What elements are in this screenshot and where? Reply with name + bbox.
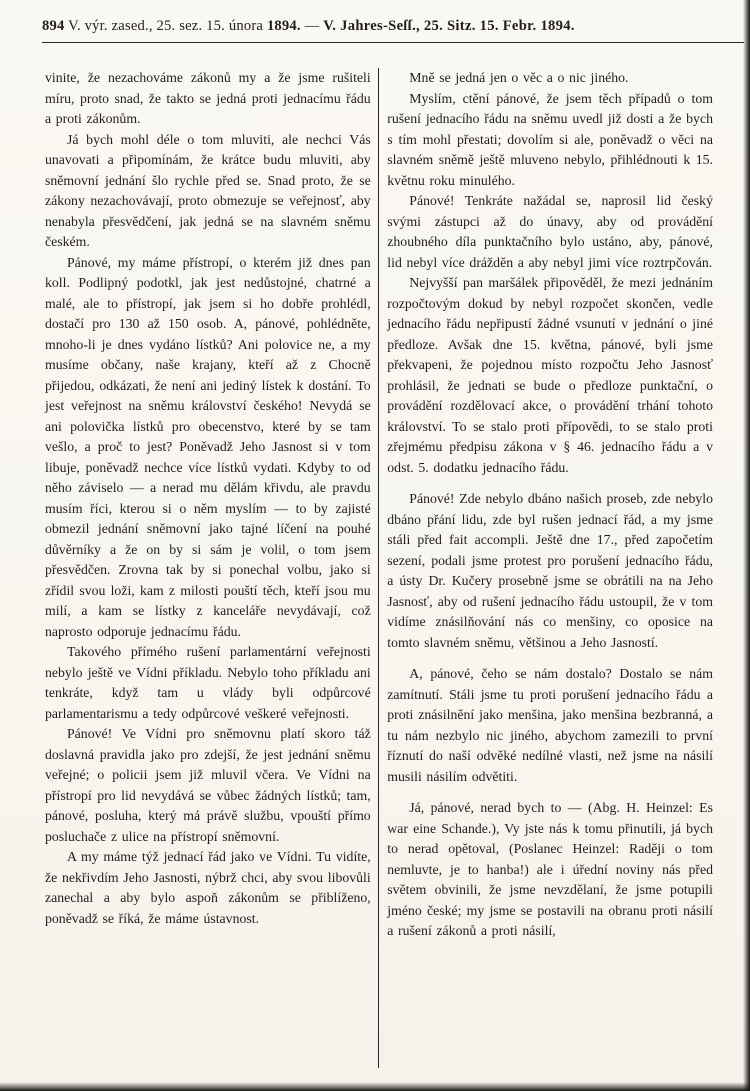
text-column-left bbox=[45, 68, 378, 1068]
header-segment: V. Jahres-Seſſ., 25. Sitz. 15. Febr. 1894. bbox=[323, 18, 575, 34]
header-segment: 1894. bbox=[266, 18, 301, 34]
paragraph: vinite, že nezachováme zákonů my a že jsme rušiteli míru, proto snad, že takto se jedná proti jednacímu řádu a proti zákonům. bbox=[45, 70, 371, 126]
paragraph: Takového přímého rušení parlamentární veřejnosti nebylo ještě ve Vídni příkladu. Nebylo toho příkladu ani tenkráte, když tam u vlády byli odpůrcové parlamentarismu a tedy odpůrcové veškeré veřejnosti. bbox=[45, 644, 371, 721]
paragraph: Pánové! Zde nebylo dbáno našich proseb, zde nebylo dbáno přání lidu, zde byl rušen jednací řád, a my jsme stáli před fait accompli. Ještě dne 17., před započetím sezení, podali jsme protest pro porušení jednacího řádu, a ústy Dr. Kučery prosebně jsme se obrátili na na Jeho Jasnosť, aby od rušení jednacího řádu ustoupil, že v tom vidíme znásilňování nás co menšiny, co oposice na tomto slavném sněmu, většinou a Jeho Jasností. bbox=[387, 491, 713, 650]
paragraph: Pánové, my máme přístropí, o kterém již dnes pan koll. Podlipný podotkl, jak jest nedůstojné, chatrné a malé, ale to přístropí, jak jsem si ho dobře prohlédl, dostačí pro 130 až 150 osob. A, pánové, pohlédněte, mnoho-li je dnes vydáno lístků? Ani polovice ne, a my musíme občany, naše krajany, kteří až z Chocně přijedou, odkázati, že není ani jediný lístek k dostání. To jest veřejnost na sněmu království českého! Nevydá se ani polovička lístků pro obecenstvo, které by se tam vešlo, a proč to jest? Poněvadž Jeho Jasnost si v tom libuje, poněvadž nechce více lístků vydati. Kdyby to od něho záviselo — a nerad mu dělám křivdu, ale pravdu musím říci, kterou si o něm myslím — to by zajisté obmezil jednání sněmovní jako tajné líčení na pouhé důvěrníky a že on by si sám je volil, o tom jsem přesvědčen. Zrovna tak by si ponechal volbu, jako si zřídil svou loži, kam z milosti pouští těch, kteří jsou mu milí, a kam se lístky z kanceláře nevydávají, což naprosto odporuje jednacímu řádu. bbox=[45, 254, 371, 639]
paragraph: Já bych mohl déle o tom mluviti, ale nechci Vás unavovati a připomínám, že krátce budu mluviti, aby sněmovní jednání šlo rychle před se. Snad proto, že se zákony nezachovávají, proto obmezuje se veřejnosť, aby nenabyla přesvědčení, jak jedná se na slavném sněmu českém. bbox=[45, 131, 371, 249]
running-header bbox=[42, 18, 744, 43]
text-body bbox=[45, 68, 713, 1068]
scan-edge-bottom bbox=[0, 1082, 750, 1091]
paragraph: Pánové! Tenkráte nažádal se, naprosil lid český svými zástupci až do únavy, aby od provádění zhoubného díla punktačního bylo ustáno, aby, pánové, lid nebyl více drážděn a aby nebyl jimi více roztrpčován. bbox=[387, 193, 713, 270]
header-segment: V. výr. zased., 25. sez. 15. února bbox=[64, 18, 267, 34]
paragraph: Mně se jedná jen o věc a o nic jiného. bbox=[409, 70, 629, 85]
header-segment: 894 bbox=[42, 18, 65, 34]
scan-edge-right bbox=[743, 0, 750, 1091]
paragraph: Myslím, ctění pánové, že jsem těch případů o tom rušení jednacího řádu na sněmu uvedl již dosti a že bych s tím mohl přestati; dovolím si ale, poněvadž o věci na slavném sněmě ještě mluveno nebylo, přihlédnouti k 15. květnu roku minulého. bbox=[387, 90, 713, 188]
paragraph: A, pánové, čeho se nám dostalo? Dostalo se nám zamítnutí. Stáli jsme tu proti porušení jednacího řádu a proti znásilnění jako menšina, jako menšina bezbranná, a tu nám nezbylo nic jiného, abychom zamezili to první říznutí do naší odvěké nedílné vlasti, než jsme na násilí musili násilím odvětiti. bbox=[387, 666, 713, 784]
header-segment: — bbox=[300, 18, 324, 34]
paragraph: Já, pánové, nerad bych to — (Abg. H. Heinzel: Es war eine Schande.), Vy jste nás k tomu přinutili, já bych to nerad opětoval, (Poslanec Heinzel: Raději o tom nemluvte, je to hanba!) ale i úřední noviny nás před světem obvinili, že jsme nevzdělaní, že jsme potupili jméno české; my jsme se postavili na obranu proti násilí a rušení zákonů a proti násilí, bbox=[387, 800, 713, 938]
paragraph: Pánové! Ve Vídni pro sněmovnu platí skoro táž doslavná pravidla jako pro zdejší, že jest jednání sněmu veřejné; o policii jsem již mluvil včera. Ve Vídni na přístropí pro lid nevydává se vůbec žádných lístků; tam, pánové, posluha, který má právě službu, vpouští přímo posluchače z ulice na přístropí sněmovní. bbox=[45, 726, 371, 844]
text-column-right bbox=[379, 68, 713, 1068]
paragraph: A my máme týž jednací řád jako ve Vídni. Tu vidíte, že nekřivdím Jeho Jasnosti, nýbrž chci, aby svou libovůli zanechal a aby bylo aspoň zákonům se přiblíženo, poněvadž se říká, že máme ústavnost. bbox=[45, 849, 371, 926]
paragraph: Nejvyšší pan maršálek připověděl, že mezi jednáním rozpočtovým dokud by nebyl rozpočet skončen, vedle jednacího řádu nepřipustí žádné vsunutí v jednání o jiné předloze. Avšak dne 15. května, pánové, byli jsme překvapeni, že pojednou místo rozpočtu Jeho Jasnosť prohlásil, že jednati se bude o předloze punktační, o provádění rozdělovací akce, o provádění trhání tohoto království. To se stalo proti přípovědi, to se stalo proti zřejmému předpisu zákona v § 46. jednacího řádu a v odst. 5. dodatku jednacího řádu. bbox=[387, 275, 713, 475]
